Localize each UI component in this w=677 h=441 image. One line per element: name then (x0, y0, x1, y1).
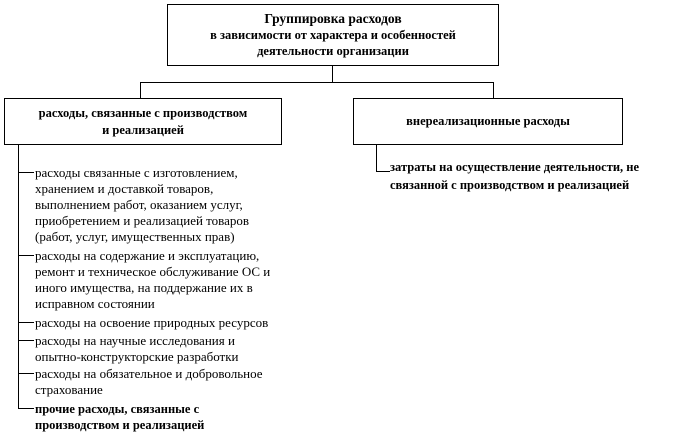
left-item (35, 333, 239, 365)
tick (18, 340, 34, 341)
item-line: ремонт и техническое обслуживание ОС и (35, 264, 271, 279)
connector-right-down (493, 82, 494, 98)
item-line: страхование (35, 382, 103, 397)
left-spine (18, 145, 19, 409)
item-line: (работ, услуг, имущественных прав) (35, 229, 235, 244)
item-line: затраты на осуществление деятельности, не (390, 160, 640, 174)
tick (18, 255, 34, 256)
root-line: в зависимости от характера и особенностей (210, 28, 456, 42)
tick (18, 408, 34, 409)
left-item (35, 248, 270, 312)
left-category-line: и реализацией (102, 122, 184, 137)
left-category-box (4, 98, 282, 145)
connector-horizontal (140, 82, 494, 83)
tick (18, 172, 34, 173)
left-item (35, 165, 249, 245)
item-line: приобретением и реализацией товаров (35, 213, 250, 228)
root-line: деятельности организации (257, 44, 409, 58)
item-line: расходы на научные исследования и (35, 333, 235, 348)
tick (376, 171, 390, 172)
right-category-box (353, 98, 623, 145)
item-line: расходы на содержание и эксплуатацию, (35, 248, 260, 263)
right-category-line: внереализационные расходы (406, 114, 570, 128)
item-line: выполнением работ, оказанием услуг, (35, 197, 243, 212)
item-line: опытно-конструкторские разработки (35, 349, 239, 364)
item-line: прочие расходы, связанные с (35, 402, 200, 416)
connector-left-down (140, 82, 141, 98)
item-line: расходы на освоение природных ресурсов (35, 315, 269, 330)
left-item (35, 366, 263, 398)
connector-root-down (332, 66, 333, 82)
item-line: производством и реализацией (35, 418, 205, 432)
left-item (35, 401, 204, 433)
item-line: иного имущества, на поддержание их в (35, 280, 253, 295)
right-item (390, 158, 639, 194)
item-line: связанной с производством и реализацией (390, 178, 630, 192)
right-spine (376, 145, 377, 171)
root-box (167, 4, 499, 66)
item-line: расходы связанные с изготовлением, (35, 165, 238, 180)
tick (18, 373, 34, 374)
root-line: Группировка расходов (264, 11, 402, 26)
tick (18, 322, 34, 323)
item-line: хранением и доставкой товаров, (35, 181, 214, 196)
left-item (35, 315, 268, 331)
left-category-line: расходы, связанные с производством (38, 105, 248, 120)
item-line: расходы на обязательное и добровольное (35, 366, 263, 381)
item-line: исправном состоянии (35, 296, 155, 311)
